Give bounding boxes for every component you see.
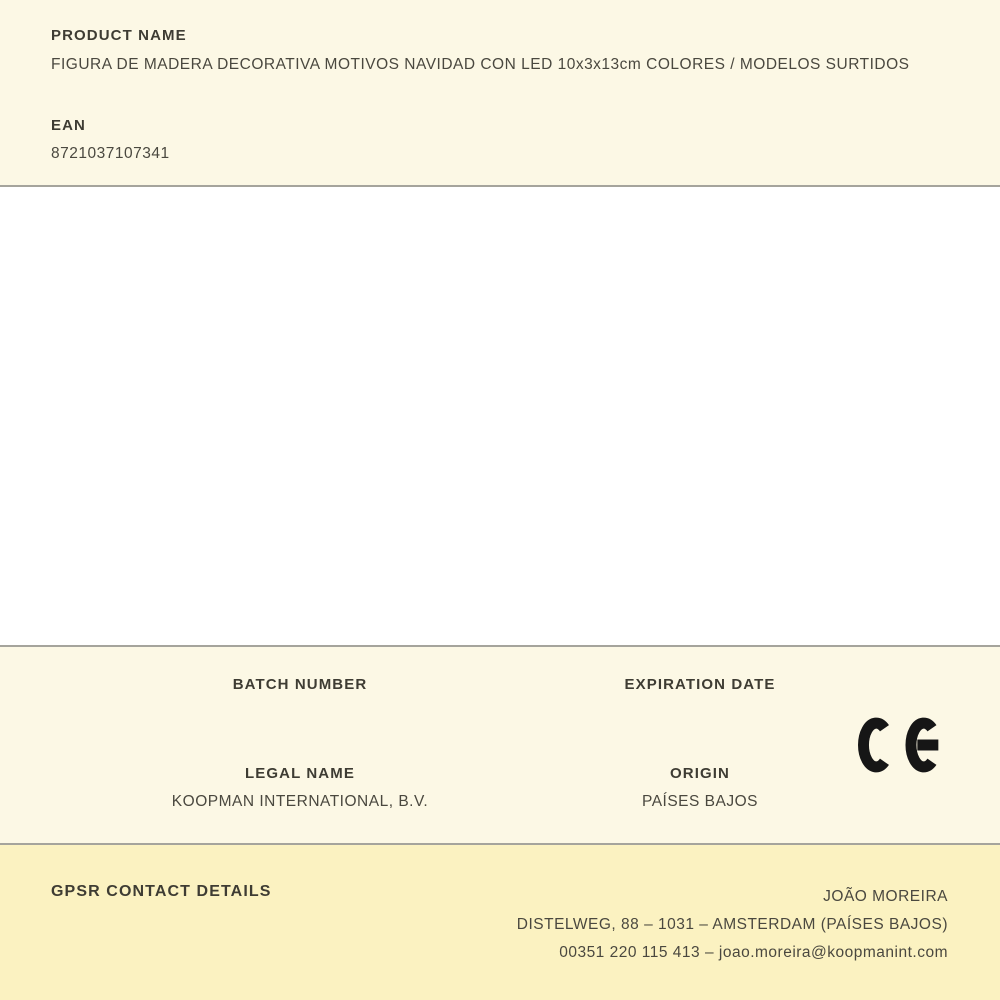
gpsr-contact-section bbox=[0, 843, 1000, 1000]
gpsr-contact-details-label: GPSR CONTACT DETAILS bbox=[51, 883, 272, 900]
legal-name-label: LEGAL NAME bbox=[245, 765, 355, 782]
batch-number-label: BATCH NUMBER bbox=[232, 676, 368, 693]
contact-phone-email: 00351 220 115 413 – joao.moreira@koopmanint.com bbox=[559, 944, 948, 961]
ean-value: 8721037107341 bbox=[51, 145, 170, 162]
ce-mark-icon bbox=[858, 715, 942, 775]
origin-value: PAÍSES BAJOS bbox=[642, 793, 758, 810]
product-name-label: PRODUCT NAME bbox=[51, 27, 187, 44]
expiration-date-label: EXPIRATION DATE bbox=[624, 676, 776, 693]
empty-content-area bbox=[0, 189, 1000, 645]
origin-label: ORIGIN bbox=[670, 765, 730, 782]
contact-name: JOÃO MOREIRA bbox=[823, 888, 948, 905]
legal-name-value: KOOPMAN INTERNATIONAL, B.V. bbox=[171, 793, 429, 810]
product-section bbox=[0, 0, 1000, 187]
ean-label: EAN bbox=[51, 117, 86, 134]
contact-lines bbox=[272, 883, 948, 967]
info-section bbox=[0, 645, 1000, 843]
info-column-left bbox=[100, 676, 500, 811]
product-name-value: FIGURA DE MADERA DECORATIVA MOTIVOS NAVIDAD CON LED 10x3x13cm COLORES / MODELOS SURTIDOS bbox=[51, 56, 910, 73]
info-column-right bbox=[500, 676, 900, 811]
contact-inner bbox=[51, 883, 948, 967]
contact-address: DISTELWEG, 88 – 1031 – AMSTERDAM (PAÍSES BAJOS) bbox=[516, 916, 948, 933]
